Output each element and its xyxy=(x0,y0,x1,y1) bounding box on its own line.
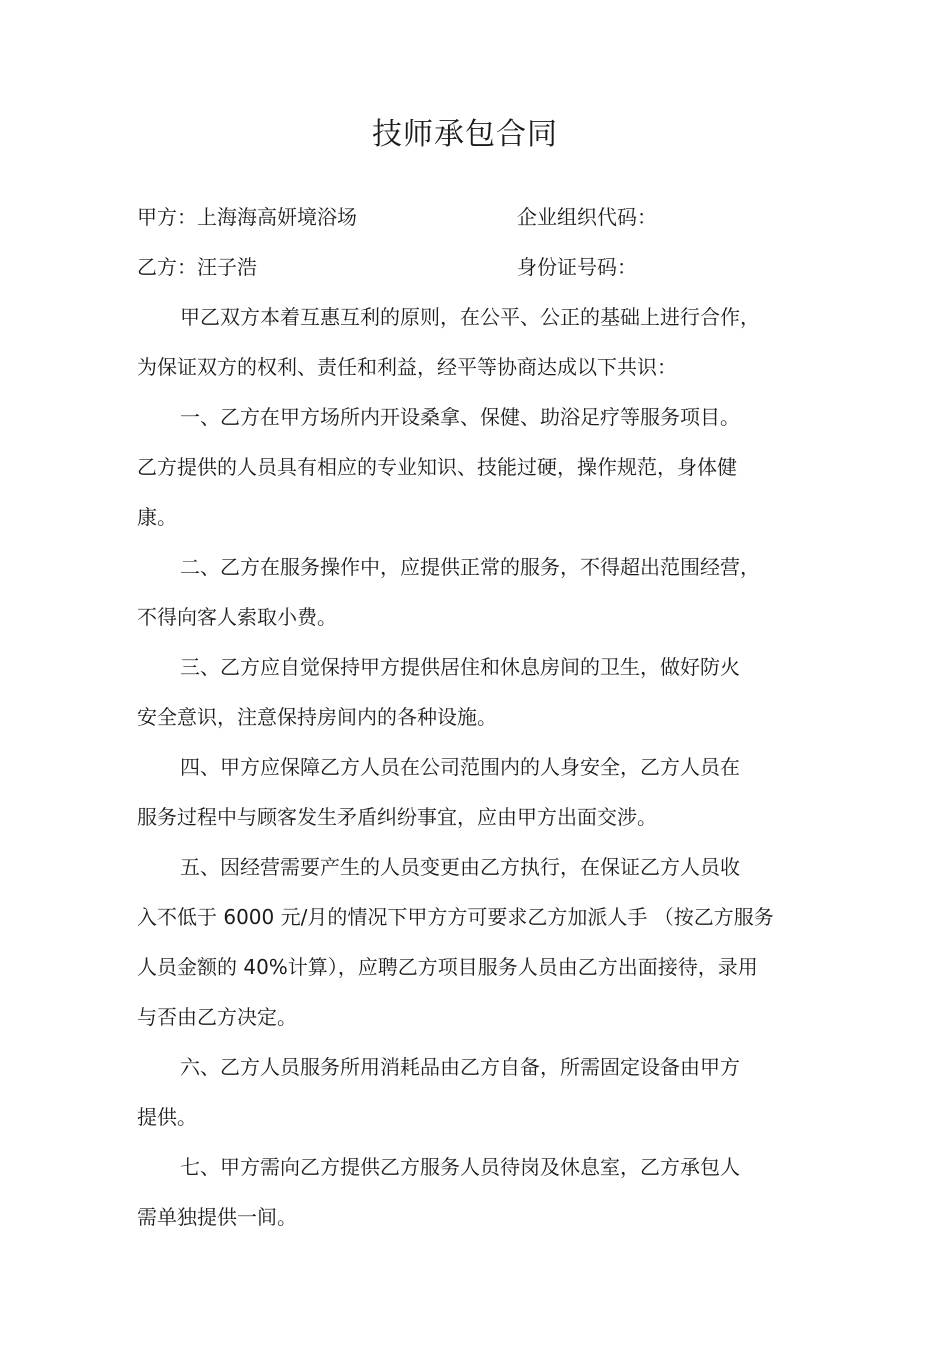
document-title: 技师承包合同 xyxy=(372,117,558,152)
clause-6-line-2: 提供。 xyxy=(137,1105,197,1129)
preamble-line-2: 为保证双方的权利、责任和利益，经平等协商达成以下共识： xyxy=(137,355,677,379)
clause-1-line-2: 乙方提供的人员具有相应的专业知识、技能过硬，操作规范，身体健 xyxy=(137,455,737,479)
clause-5-line-3: 人员金额的 40%计算），应聘乙方项目服务人员由乙方出面接待，录用 xyxy=(137,955,758,979)
clause-2-line-2: 不得向客人索取小费。 xyxy=(137,605,337,629)
clause-4-line-2: 服务过程中与顾客发生矛盾纠纷事宜，应由甲方出面交涉。 xyxy=(137,805,657,829)
clause-7-line-2: 需单独提供一间。 xyxy=(137,1205,297,1229)
clause-2-line-1: 二、乙方在服务操作中，应提供正常的服务，不得超出范围经营， xyxy=(180,555,760,579)
party-b-row xyxy=(137,251,817,283)
party-a-name: 甲方：上海海高妍境浴场 xyxy=(137,205,357,229)
clause-1-line-3: 康。 xyxy=(137,505,177,529)
clause-7-line-1: 七、甲方需向乙方提供乙方服务人员待岗及休息室，乙方承包人 xyxy=(180,1155,740,1179)
preamble-line-1: 甲乙双方本着互惠互利的原则，在公平、公正的基础上进行合作， xyxy=(180,305,760,329)
clause-6-line-1: 六、乙方人员服务所用消耗品由乙方自备，所需固定设备由甲方 xyxy=(180,1055,740,1079)
clause-5-line-2: 入不低于 6000 元/月的情况下甲方方可要求乙方加派人手 （按乙方服务 xyxy=(137,905,774,929)
clause-3-line-2: 安全意识，注意保持房间内的各种设施。 xyxy=(137,705,497,729)
org-code-label: 企业组织代码： xyxy=(517,205,657,229)
party-a-row xyxy=(137,201,817,233)
clause-5-line-4: 与否由乙方决定。 xyxy=(137,1005,297,1029)
party-b-name: 乙方：汪子浩 xyxy=(137,255,257,279)
id-number-label: 身份证号码： xyxy=(517,255,637,279)
clause-1-line-1: 一、乙方在甲方场所内开设桑拿、保健、助浴足疗等服务项目。 xyxy=(180,405,740,429)
clause-3-line-1: 三、乙方应自觉保持甲方提供居住和休息房间的卫生，做好防火 xyxy=(180,655,740,679)
clause-5-line-1: 五、因经营需要产生的人员变更由乙方执行，在保证乙方人员收 xyxy=(180,855,740,879)
clause-4-line-1: 四、甲方应保障乙方人员在公司范围内的人身安全，乙方人员在 xyxy=(180,755,740,779)
